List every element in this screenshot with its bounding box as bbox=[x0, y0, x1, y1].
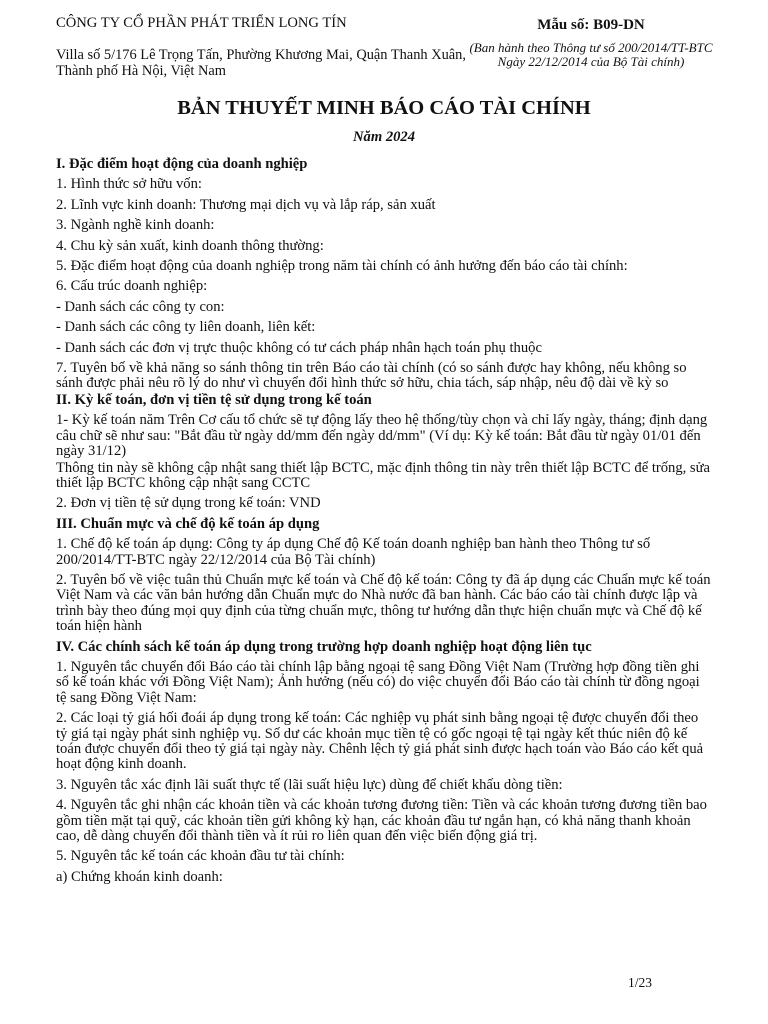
form-note bbox=[461, 41, 721, 69]
section-1-item-2: 2. Lĩnh vực kinh doanh: Thương mại dịch vụ và lắp ráp, sản xuất bbox=[56, 196, 436, 213]
section-4-heading: IV. Các chính sách kế toán áp dụng trong trường hợp doanh nghiệp hoạt động liên tục bbox=[56, 638, 592, 655]
section-1-item-4: 4. Chu kỳ sản xuất, kinh doanh thông thường: bbox=[56, 237, 324, 254]
form-note-line-1: (Ban hành theo Thông tư số 200/2014/TT-BTC bbox=[469, 40, 713, 56]
section-4-item-2: 2. Các loại tỷ giá hối đoái áp dụng trong kế toán: Các nghiệp vụ phát sinh bằng ngoại tệ được chuyển đổi theo tỷ giá tại ngày phát sinh nghiệp vụ. Số dư các khoản mục tiền tệ có gốc ngoại tệ tại ngày kết thúc niên độ kế toán được chuyển đổi theo tỷ giá tại ngày này. Chênh lệch tỷ giá phát sinh được hạch toán vào Báo cáo kết quả hoạt động kinh doanh. bbox=[56, 710, 704, 773]
section-2-item-2: 2. Đơn vị tiền tệ sử dụng trong kế toán: VND bbox=[56, 495, 321, 512]
section-1-item-6b: - Danh sách các công ty liên doanh, liên kết: bbox=[56, 319, 316, 336]
section-1-item-7: 7. Tuyên bố về khả năng so sánh thông tin trên Báo cáo tài chính (có so sánh được hay không, nếu không so sánh được phải nêu rõ lý do như vì chuyển đổi hình thức sở hữu, chia tách, sáp nhập, nêu độ dài về kỳ so bbox=[56, 360, 687, 392]
section-4-item-4: 4. Nguyên tắc ghi nhận các khoản tiền và các khoản tương đương tiền: Tiền và các khoản tương đương tiền bao gồm tiền mặt tại quỹ, các khoản tiền gửi không kỳ hạn, các khoản đầu tư ngắn hạn, có khả năng thanh khoản cao, dễ dàng chuyển đổi thành tiền và ít rủi ro liên quan đến việc biến động giá trị. bbox=[56, 797, 707, 845]
section-3-item-2: 2. Tuyên bố về việc tuân thủ Chuẩn mực kế toán và Chế độ kế toán: Công ty đã áp dụng các Chuẩn mực kế toán Việt Nam và các văn bản hướng dẫn Chuẩn mực do Nhà nước đã ban hành. Các báo cáo tài chính được lập và trình bày theo đúng mọi quy định của từng chuẩn mực, thông tư hướng dẫn thực hiện chuẩn mực và Chế độ kế toán hiện hành bbox=[56, 571, 711, 635]
section-4-item-5a: a) Chứng khoán kinh doanh: bbox=[56, 868, 223, 885]
section-4-item-1: 1. Nguyên tắc chuyển đổi Báo cáo tài chính lập bằng ngoại tệ sang Đồng Việt Nam (Trường hợp đồng tiền ghi sổ kế toán khác với Đồng Việt Nam); Ảnh hưởng (nếu có) do việc chuyển đổi Báo cáo tài chính từ đồng ngoại tệ sang Đồng Việt Nam: bbox=[56, 658, 700, 706]
form-info bbox=[461, 18, 721, 69]
form-note-line-2: Ngày 22/12/2014 của Bộ Tài chính) bbox=[497, 54, 685, 70]
section-3-item-1: 1. Chế độ kế toán áp dụng: Công ty áp dụng Chế độ Kế toán doanh nghiệp ban hành theo Thông tư số 200/2014/TT-BTC ngày 22/12/2014 của Bộ Tài chính) bbox=[56, 536, 651, 568]
section-1-item-6: 6. Cấu trúc doanh nghiệp: bbox=[56, 278, 208, 295]
page-number: 1/23 bbox=[627, 975, 652, 990]
section-1-heading: I. Đặc điểm hoạt động của doanh nghiệp bbox=[56, 156, 308, 172]
form-number: Mẫu số: B09-DN bbox=[537, 17, 645, 33]
section-1-item-6a: - Danh sách các công ty con: bbox=[56, 298, 225, 315]
section-2-item-1: 1- Kỳ kế toán năm Trên Cơ cấu tổ chức sẽ tự động lấy theo hệ thống/tùy chọn và chỉ lấy ngày, tháng; định dạng câu chữ sẽ như sau: "Bắt đầu từ ngày dd/mm đến ngày dd/mm" (Ví dụ: Kỳ kế toán: Bắt đầu từ ngày 01/01 đến ngày 31/12) bbox=[56, 412, 708, 460]
section-1-item-3: 3. Ngành nghề kinh doanh: bbox=[56, 217, 215, 234]
section-2-item-1-note: Thông tin này sẽ không cập nhật sang thiết lập BCTC, mặc định thông tin này trên thiết lập BCTC để trống, sửa thiết lập BCTC không cập nhật sang CCTC bbox=[56, 459, 710, 491]
section-3-heading: III. Chuẩn mực và chế độ kế toán áp dụng bbox=[56, 515, 320, 532]
document-title: BẢN THUYẾT MINH BÁO CÁO TÀI CHÍNH bbox=[177, 97, 591, 119]
company-name: CÔNG TY CỔ PHẦN PHÁT TRIỂN LONG TÍN bbox=[56, 15, 347, 31]
document-body bbox=[56, 157, 712, 890]
document-year: Năm 2024 bbox=[352, 129, 416, 145]
section-4-item-5: 5. Nguyên tắc kế toán các khoản đầu tư tài chính: bbox=[56, 848, 345, 865]
section-1-item-1: 1. Hình thức sở hữu vốn: bbox=[56, 176, 202, 193]
section-4-item-3: 3. Nguyên tắc xác định lãi suất thực tế (lãi suất hiệu lực) dùng để chiết khấu dòng tiền: bbox=[56, 776, 563, 793]
section-1-item-6c: - Danh sách các đơn vị trực thuộc không có tư cách pháp nhân hạch toán phụ thuộc bbox=[56, 339, 542, 356]
document-page bbox=[56, 0, 712, 1024]
section-1-item-5: 5. Đặc điểm hoạt động của doanh nghiệp trong năm tài chính có ảnh hưởng đến báo cáo tài chính: bbox=[56, 258, 628, 275]
company-address: Villa số 5/176 Lê Trọng Tấn, Phường Khương Mai, Quận Thanh Xuân, Thành phố Hà Nội, Việt Nam bbox=[56, 47, 466, 79]
section-2-heading: II. Kỳ kế toán, đơn vị tiền tệ sử dụng trong kế toán bbox=[56, 391, 372, 408]
